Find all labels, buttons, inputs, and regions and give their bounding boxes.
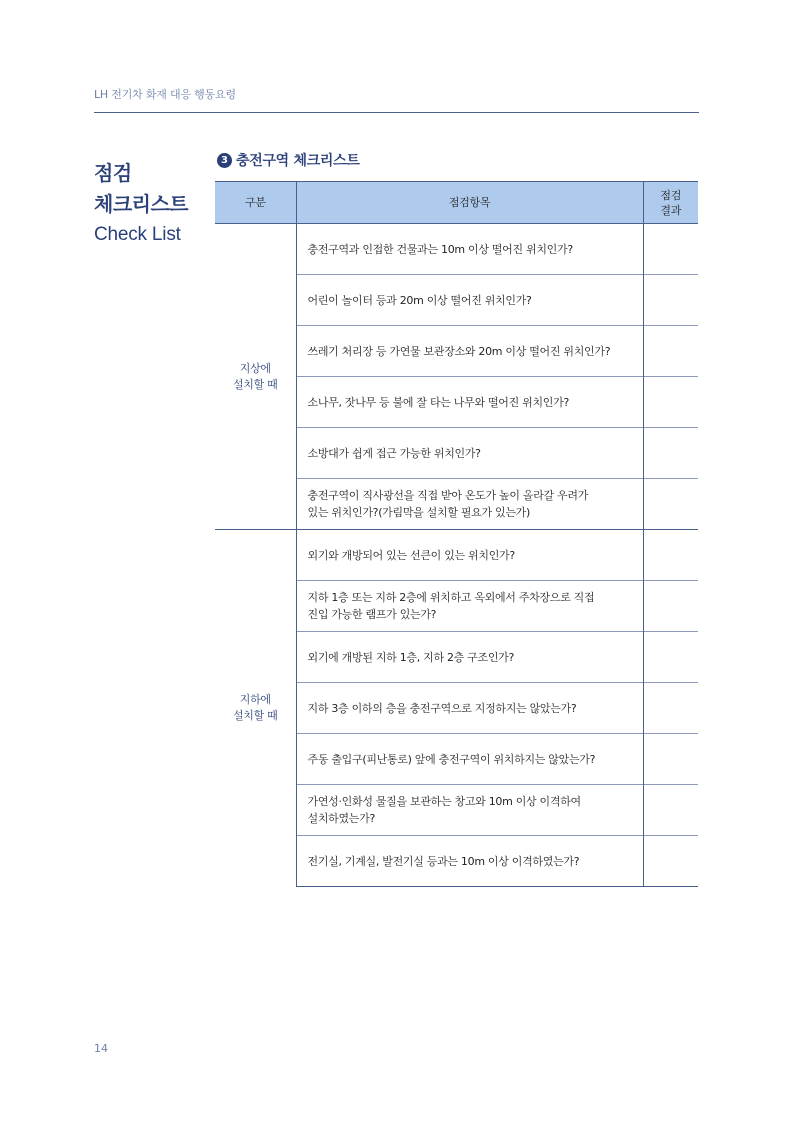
check-item-text-line2: 진입 가능한 램프가 있는가? (307, 608, 437, 621)
result-cell[interactable] (643, 275, 698, 326)
table-row (215, 224, 698, 275)
section-title: 충전구역 체크리스트 (236, 153, 360, 169)
check-item (296, 275, 643, 326)
check-item-text: 외기와 개방되어 있는 선큰이 있는 위치인가? (307, 548, 515, 562)
check-item-text: 가연성·인화성 물질을 보관하는 창고와 10m 이상 이격하여 (307, 795, 581, 808)
category-label-line2: 설치할 때 (232, 377, 278, 391)
result-cell[interactable] (643, 428, 698, 479)
sidebar-title (94, 158, 188, 248)
column-header-item: 점검항목 (296, 182, 643, 224)
header-rule (94, 112, 699, 113)
check-item-text-line2: 설치하였는가? (307, 812, 375, 825)
page-number: 14 (94, 1042, 108, 1055)
result-cell[interactable] (643, 326, 698, 377)
check-item-text: 충전구역과 인접한 건물과는 10m 이상 떨어진 위치인가? (307, 242, 573, 256)
category-cell-aboveground (215, 224, 296, 530)
result-cell[interactable] (643, 632, 698, 683)
check-item (296, 428, 643, 479)
check-item-text: 충전구역이 직사광선을 직접 받아 온도가 높이 올라갈 우려가 (307, 489, 589, 502)
result-cell[interactable] (643, 479, 698, 530)
running-header: LH 전기차 화재 대응 행동요령 (94, 88, 236, 101)
result-cell[interactable] (643, 785, 698, 836)
result-cell[interactable] (643, 224, 698, 275)
result-cell[interactable] (643, 836, 698, 887)
check-item-text: 주동 출입구(피난통로) 앞에 충전구역이 위치하지는 않았는가? (307, 752, 596, 766)
check-item-text: 지하 1층 또는 지하 2층에 위치하고 옥외에서 주차장으로 직접 (307, 591, 595, 604)
category-label-line2: 설치할 때 (232, 709, 278, 723)
checklist-table (215, 181, 698, 887)
sidebar-title-english: Check List (94, 224, 181, 245)
result-cell[interactable] (643, 581, 698, 632)
check-item-text: 쓰레기 처리장 등 가연물 보관장소와 20m 이상 떨어진 위치인가? (307, 344, 611, 358)
check-item-text: 소나무, 잣나무 등 불에 잘 타는 나무와 떨어진 위치인가? (307, 395, 569, 409)
table-row (215, 530, 698, 581)
sidebar-title-line1: 점검 (94, 161, 132, 185)
section-number-badge: 3 (217, 153, 232, 168)
check-item (296, 683, 643, 734)
column-header-result-line1: 점검 (660, 188, 682, 202)
column-header-result (643, 182, 698, 224)
check-item (296, 377, 643, 428)
column-header-category: 구분 (215, 182, 296, 224)
check-item (296, 836, 643, 887)
check-item-text: 소방대가 쉽게 접근 가능한 위치인가? (307, 446, 481, 460)
result-cell[interactable] (643, 377, 698, 428)
category-label-line1: 지상에 (239, 361, 271, 375)
category-label-line1: 지하에 (239, 693, 271, 707)
check-item (296, 530, 643, 581)
result-cell[interactable] (643, 530, 698, 581)
check-item-text: 외기에 개방된 지하 1층, 지하 2층 구조인가? (307, 650, 515, 664)
check-item-text: 전기실, 기계실, 발전기실 등과는 10m 이상 이격하였는가? (307, 854, 580, 868)
result-cell[interactable] (643, 734, 698, 785)
check-item-text: 지하 3층 이하의 층을 충전구역으로 지정하지는 않았는가? (307, 701, 577, 715)
sidebar-title-line2: 체크리스트 (94, 192, 189, 216)
table-header-row (215, 182, 698, 224)
result-cell[interactable] (643, 683, 698, 734)
column-header-result-line2: 결과 (660, 203, 682, 217)
check-item-text: 어린이 놀이터 등과 20m 이상 떨어진 위치인가? (307, 293, 532, 307)
check-item-text-line2: 있는 위치인가?(가림막을 설치할 필요가 있는가) (307, 506, 531, 519)
section-heading (217, 150, 360, 170)
check-item (296, 224, 643, 275)
check-item (296, 326, 643, 377)
check-item (296, 479, 643, 530)
category-cell-underground (215, 530, 296, 887)
check-item (296, 785, 643, 836)
check-item (296, 734, 643, 785)
check-item (296, 632, 643, 683)
check-item (296, 581, 643, 632)
